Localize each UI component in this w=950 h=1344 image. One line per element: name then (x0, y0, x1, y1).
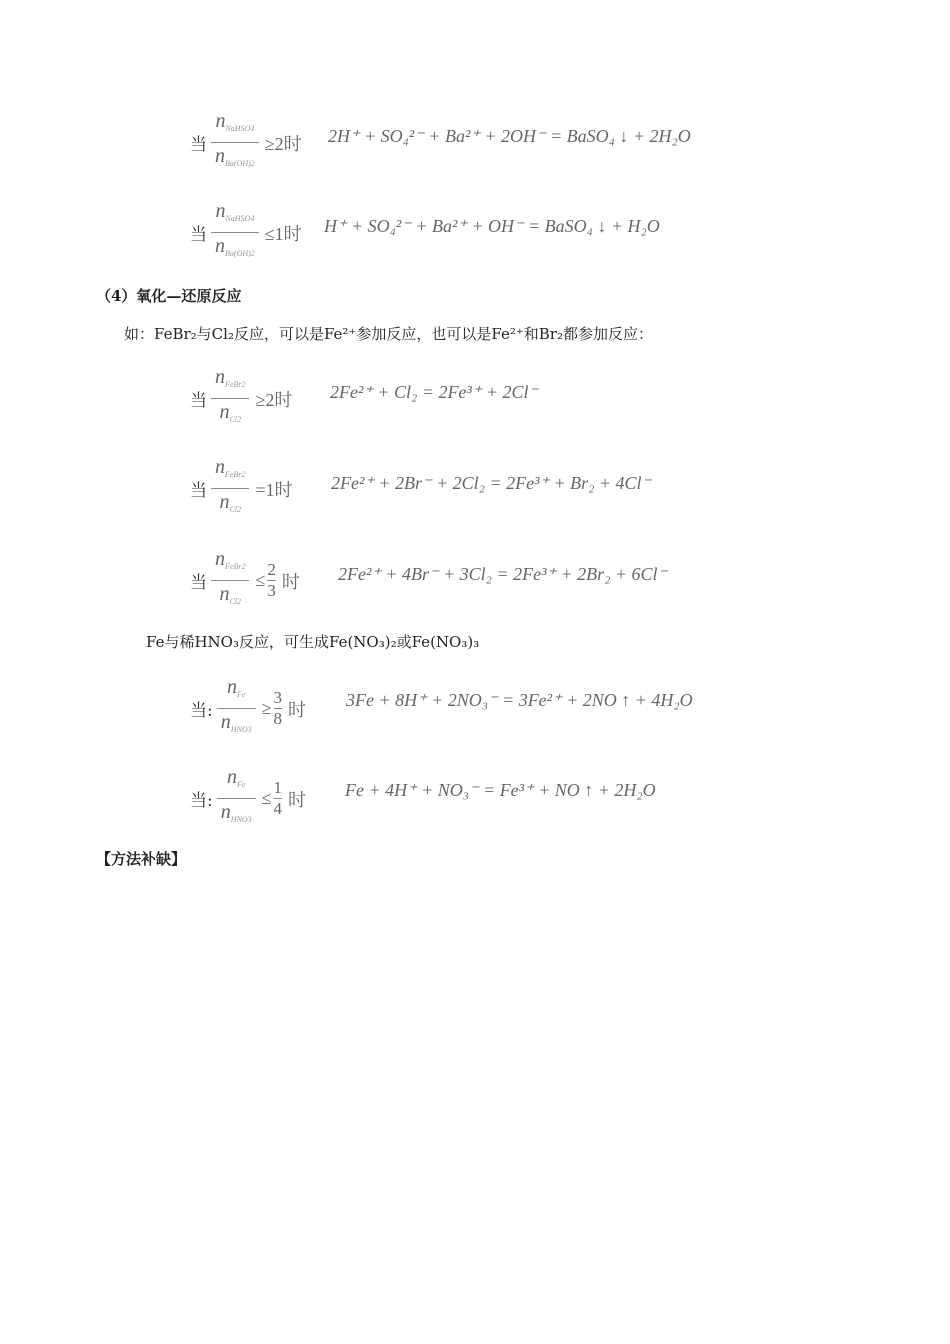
mole-ratio-fraction (211, 200, 259, 265)
ionic-equation-4: 2Fe²⁺ + 2Br⁻ + 2Cl₂ = 2Fe³⁺ + Br₂ + 4Cl⁻ (331, 473, 652, 493)
condition-prefix: 当 (190, 135, 207, 155)
denominator: n (215, 235, 225, 257)
numerator: n (226, 676, 237, 698)
ionic-equation-2: H⁺ + SO₄²⁻ + Ba²⁺ + OH⁻ = BaSO₄ ↓ + H₂O (324, 216, 660, 236)
denominator: n (219, 401, 230, 423)
ratio-relation: =1时 (255, 479, 293, 500)
method-heading: 【方法补缺】 (96, 850, 187, 868)
ratio-value-denominator: 4 (273, 799, 283, 818)
condition-row-2 (190, 200, 302, 265)
condition-row-1 (190, 110, 302, 175)
denominator: n (219, 583, 230, 605)
ratio-value-numerator: 3 (273, 688, 283, 707)
condition-prefix: 当 (190, 391, 207, 411)
numerator: n (215, 366, 225, 388)
mole-ratio-fraction (211, 456, 249, 521)
condition-row-3 (190, 366, 292, 431)
ratio-relation-suffix: 时 (288, 699, 307, 720)
denominator: n (220, 801, 231, 823)
ratio-relation-prefix: ≥ (261, 698, 272, 718)
numerator-subscript: FeBr2 (225, 470, 246, 479)
numerator-subscript: NaHSO4 (225, 214, 255, 223)
numerator-subscript: FeBr2 (225, 380, 246, 389)
febr2-intro-text: 如：FeBr₂与Cl₂反应，可以是Fe²⁺参加反应，也可以是Fe²⁺和Br₂都参加反应： (124, 325, 653, 343)
condition-prefix: 当 (190, 573, 207, 593)
ratio-value-fraction (274, 689, 283, 728)
denominator: n (220, 711, 231, 733)
condition-row-4 (190, 456, 293, 521)
numerator: n (215, 456, 225, 478)
ratio-value-fraction (267, 561, 276, 600)
condition-prefix: 当 (190, 225, 207, 245)
ratio-value-denominator: 8 (273, 709, 283, 728)
denominator: n (215, 145, 225, 167)
mole-ratio-fraction (211, 110, 259, 175)
denominator-subscript: Ba(OH)2 (225, 249, 255, 258)
ratio-relation: ≥2时 (255, 389, 293, 410)
denominator-subscript: Cl2 (229, 597, 241, 606)
numerator: n (215, 110, 226, 132)
numerator: n (226, 766, 237, 788)
condition-row-7 (190, 766, 306, 831)
ionic-equation-7: Fe + 4H⁺ + NO₃⁻ = Fe³⁺ + NO ↑ + 2H₂O (345, 780, 656, 800)
denominator-subscript: Ba(OH)2 (225, 159, 255, 168)
condition-row-5 (190, 548, 300, 613)
ratio-value-denominator: 3 (267, 581, 276, 600)
mole-ratio-fraction (211, 548, 249, 613)
numerator-subscript: Fe (236, 780, 246, 789)
numerator-subscript: NaHSO4 (225, 124, 255, 133)
numerator: n (215, 200, 226, 222)
numerator-subscript: FeBr2 (225, 562, 246, 571)
ratio-relation-suffix: 时 (281, 571, 300, 592)
ratio-relation: ≥2时 (264, 133, 302, 154)
ratio-value-numerator: 2 (267, 560, 276, 579)
condition-prefix: 当 (190, 481, 207, 501)
mole-ratio-fraction (217, 676, 256, 741)
numerator: n (215, 548, 225, 570)
ionic-equation-3: 2Fe²⁺ + Cl₂ = 2Fe³⁺ + 2Cl⁻ (330, 382, 538, 402)
ratio-relation-prefix: ≤ (261, 788, 272, 808)
mole-ratio-fraction (211, 366, 249, 431)
fe-hno3-intro-text: Fe与稀HNO₃反应，可生成Fe(NO₃)₂或Fe(NO₃)₃ (146, 633, 480, 651)
section-heading: （4）氧化—还原反应 (96, 287, 242, 305)
condition-prefix: 当: (190, 701, 213, 721)
denominator-subscript: HNO3 (230, 725, 252, 734)
denominator: n (219, 491, 230, 513)
condition-row-6 (190, 676, 306, 741)
ionic-equation-6: 3Fe + 8H⁺ + 2NO₃⁻ = 3Fe²⁺ + 2NO ↑ + 4H₂O (346, 690, 693, 710)
ratio-relation-suffix: 时 (288, 789, 307, 810)
mole-ratio-fraction (217, 766, 256, 831)
numerator-subscript: Fe (236, 690, 246, 699)
ratio-value-fraction (274, 779, 283, 818)
denominator-subscript: Cl2 (229, 505, 241, 514)
condition-prefix: 当: (190, 791, 213, 811)
ratio-value-numerator: 1 (273, 778, 283, 797)
ratio-relation-prefix: ≤ (255, 570, 266, 590)
ratio-relation: ≤1时 (264, 223, 302, 244)
denominator-subscript: HNO3 (230, 815, 252, 824)
denominator-subscript: Cl2 (229, 415, 241, 424)
ionic-equation-1: 2H⁺ + SO₄²⁻ + Ba²⁺ + 2OH⁻ = BaSO₄ ↓ + 2H₂O (328, 126, 691, 146)
ionic-equation-5: 2Fe²⁺ + 4Br⁻ + 3Cl₂ = 2Fe³⁺ + 2Br₂ + 6Cl⁻ (338, 564, 668, 584)
